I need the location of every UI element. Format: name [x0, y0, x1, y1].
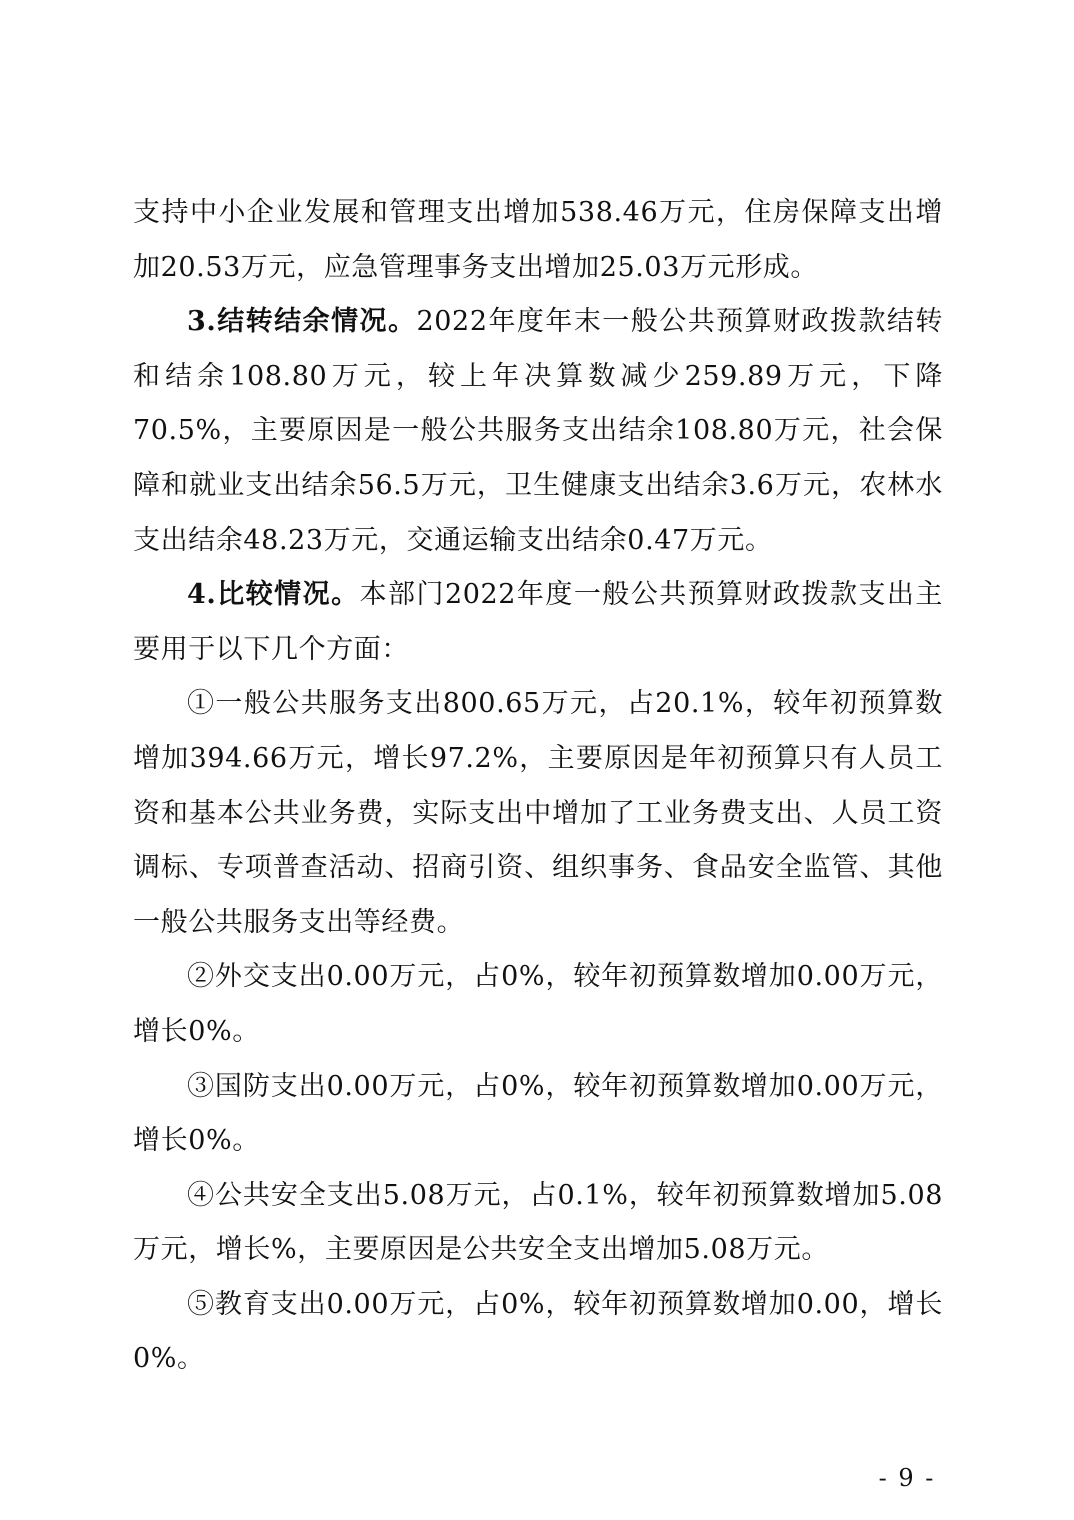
paragraph-text: ⑤教育支出0.00万元，占0%，较年初预算数增加0.00，增长0%。: [133, 1288, 943, 1375]
paragraph-text: 支持中小企业发展和管理支出增加538.46万元，住房保障支出增加20.53万元，应急管理事务支出增加25.03万元形成。: [133, 197, 943, 283]
paragraph-text: ③国防支出0.00万元，占0%，较年初预算数增加0.00万元，增长0%。: [133, 1070, 943, 1157]
paragraph-text: 本部门2022年度一般公共预算财政拨款支出主要用于以下几个方面：: [133, 579, 943, 665]
list-item-education: [133, 1278, 943, 1387]
paragraph-continuation: [133, 186, 943, 295]
paragraph-comparison: [133, 568, 943, 677]
list-item-general-public-services: [133, 677, 943, 950]
paragraph-text: ④公共安全支出5.08万元，占0.1%，较年初预算数增加5.08万元，增长%，主要原因是公共安全支出增加5.08万元。: [133, 1179, 943, 1266]
paragraph-text: ②外交支出0.00万元，占0%，较年初预算数增加0.00万元，增长0%。: [133, 961, 943, 1047]
section-heading-carryover: 3.结转结余情况。: [187, 306, 417, 338]
page-number: - 9 -: [878, 1464, 936, 1492]
list-item-foreign-affairs: [133, 950, 943, 1059]
paragraph-text: ①一般公共服务支出800.65万元，占20.1%，较年初预算数增加394.66万元，增长97.2%，主要原因是年初预算只有人员工资和基本公共业务费，实际支出中增加了工业务费支出、人员工资调标、专项普查活动、招商引资、组织事务、食品安全监管、其他一般公共服务支出等经费。: [133, 688, 943, 938]
paragraph-text: 2022年度年末一般公共预算财政拨款结转和结余108.80万元，较上年决算数减少259.89万元，下降70.5%，主要原因是一般公共服务支出结余108.80万元，社会保障和就业支出结余56.5万元，卫生健康支出结余3.6万元，农林水支出结余48.23万元，交通运输支出结余0.47万元。: [133, 306, 943, 556]
list-item-public-security: [133, 1169, 943, 1278]
list-item-national-defense: [133, 1060, 943, 1169]
paragraph-carryover-balance: [133, 295, 943, 568]
section-heading-comparison: 4.比较情况。: [187, 579, 360, 611]
document-body: [133, 186, 943, 1387]
